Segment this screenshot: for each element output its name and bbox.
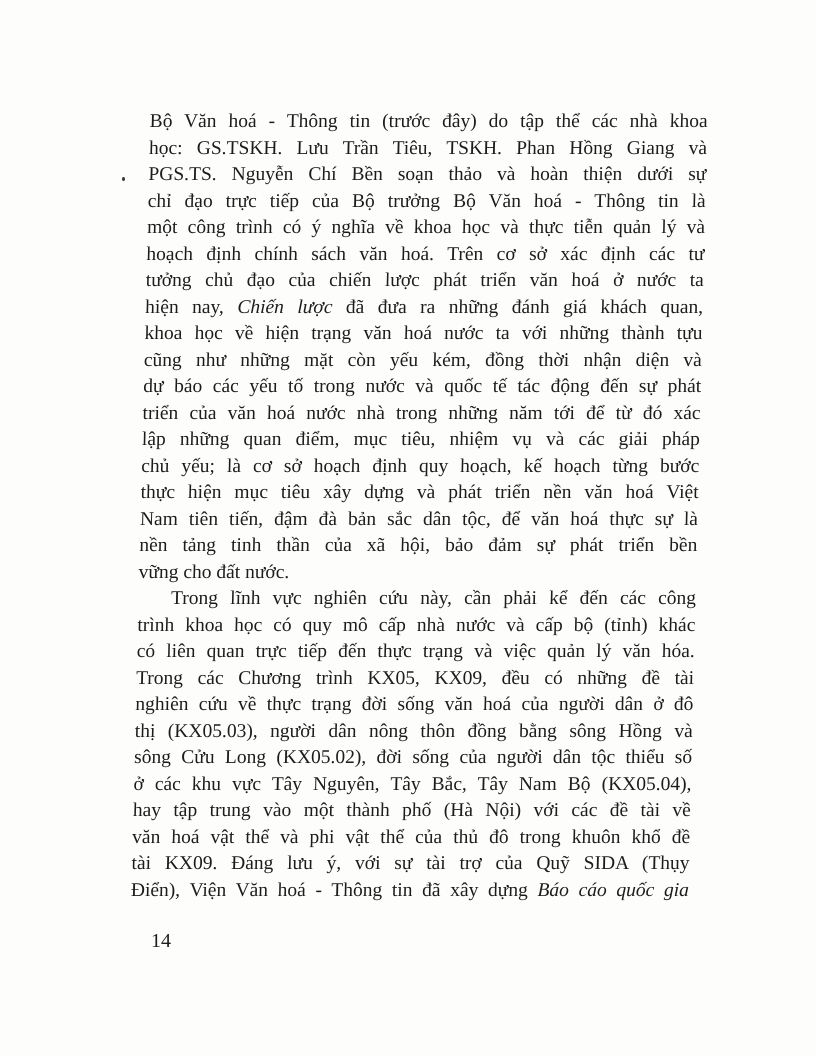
text-segment: đã đưa ra những đánh giá khách quan,: [332, 296, 704, 318]
text-segment: lập những quan điểm, mục tiêu, nhiệm vụ và các giải pháp: [141, 429, 701, 450]
text-line: [133, 798, 692, 825]
text-line: [145, 295, 704, 322]
text-line: [148, 162, 707, 189]
text-segment: triển của văn hoá nước nhà trong những năm tới để từ đó xác: [142, 402, 701, 424]
text-segment: Điển), Viện Văn hoá - Thông tin đã xây dựng: [130, 879, 538, 901]
text-segment: Trong lĩnh vực nghiên cứu này, cần phải kể đến các công: [170, 588, 697, 609]
text-segment: Bộ Văn hoá - Thông tin (trước đây) do tập thể các nhà khoa: [149, 111, 708, 132]
text-line: [149, 109, 708, 136]
text-line: [138, 560, 697, 587]
text-line: [138, 586, 697, 613]
text-segment: Nam tiên tiến, đậm đà bản sắc dân tộc, để văn hoá thực sự là: [139, 508, 699, 530]
text-segment: thực hiện mục tiêu xây dựng và phát triển nền văn hoá Việt: [140, 482, 699, 503]
text-line: [131, 851, 690, 878]
text-segment: khoa học về hiện trạng văn hoá nước ta với những thành tựu: [144, 323, 703, 344]
text-segment: hay tập trung vào một thành phố (Hà Nội) với các đề tài về: [132, 800, 692, 821]
text-segment: học: GS.TSKH. Lưu Trần Tiêu, TSKH. Phan Hồng Giang và: [148, 137, 708, 159]
text-line: [136, 666, 695, 693]
text-segment: nghiên cứu về thực trạng đời sống văn hoá của người dân ở đô: [135, 694, 694, 715]
text-line: [133, 772, 692, 799]
scan-artifact-dot: [122, 177, 125, 181]
text-segment: trình khoa học có quy mô cấp nhà nước và cấp bộ (tỉnh) khác: [137, 614, 696, 636]
text-segment: sông Cửu Long (KX05.02), đời sống của người dân tộc thiểu số: [133, 747, 693, 768]
text-segment: thị (KX05.03), người dân nông thôn đồng bằng sông Hồng và: [134, 720, 694, 742]
text-line: [146, 242, 705, 269]
text-segment: hoạch định chính sách văn hoá. Trên cơ sở xác định các tư: [146, 243, 705, 265]
text-segment: văn hoá vật thể và phi vật thể của thủ đô trong khuôn khổ đề: [131, 826, 691, 848]
text-segment: chỉ đạo trực tiếp của Bộ trưởng Bộ Văn hoá - Thông tin là: [147, 190, 707, 212]
text-segment: hiện nay,: [144, 296, 238, 318]
text-line: [140, 480, 699, 507]
page-text: [131, 109, 708, 904]
text-segment: PGS.TS. Nguyễn Chí Bền soạn thảo và hoàn thiện dưới sự: [148, 164, 707, 185]
text-line: [137, 613, 696, 640]
text-segment: tài KX09. Đáng lưu ý, với sự tài trợ của Quỹ SIDA (Thụy: [131, 853, 690, 874]
text-segment: có liên quan trực tiếp đến thực trạng và việc quản lý văn hóa.: [136, 641, 695, 662]
text-segment: ở các khu vực Tây Nguyên, Tây Bắc, Tây Nam Bộ (KX05.04),: [133, 773, 692, 795]
text-line: [141, 454, 700, 481]
text-line: [136, 639, 695, 666]
text-line: [131, 878, 690, 905]
text-segment: nền tảng tinh thần của xã hội, bảo đảm sự phát triển bền: [139, 535, 698, 556]
italic-text-segment: Chiến lược: [237, 296, 333, 318]
text-line: [144, 348, 703, 375]
text-line: [142, 427, 701, 454]
text-line: [135, 692, 694, 719]
text-line: [134, 745, 693, 772]
text-segment: tưởng chủ đạo của chiến lược phát triển văn hoá ở nước ta: [145, 270, 705, 291]
text-line: [139, 533, 698, 560]
text-line: [147, 215, 706, 242]
italic-text-segment: Báo cáo quốc gia: [537, 879, 690, 901]
text-segment: một công trình có ý nghĩa về khoa học và thực tiễn quản lý và: [146, 217, 706, 238]
text-line: [140, 507, 699, 534]
text-line: [144, 321, 703, 348]
text-segment: chủ yếu; là cơ sở hoạch định quy hoạch, kế hoạch từng bước: [141, 455, 700, 477]
text-line: [134, 719, 693, 746]
text-line: [147, 189, 706, 216]
text-segment: cũng như những mặt còn yếu kém, đồng thời nhận diện và: [143, 349, 703, 371]
text-segment: vững cho đất nước.: [138, 561, 290, 583]
text-line: [143, 374, 702, 401]
text-line: [132, 825, 691, 852]
text-segment: Trong các Chương trình KX05, KX09, đều có những đề tài: [135, 667, 695, 689]
text-line: [142, 401, 701, 428]
text-line: [145, 268, 704, 295]
page-number: 14: [151, 930, 171, 952]
text-segment: dự báo các yếu tố trong nước và quốc tế tác động đến sự phát: [142, 376, 702, 397]
text-line: [149, 136, 708, 163]
